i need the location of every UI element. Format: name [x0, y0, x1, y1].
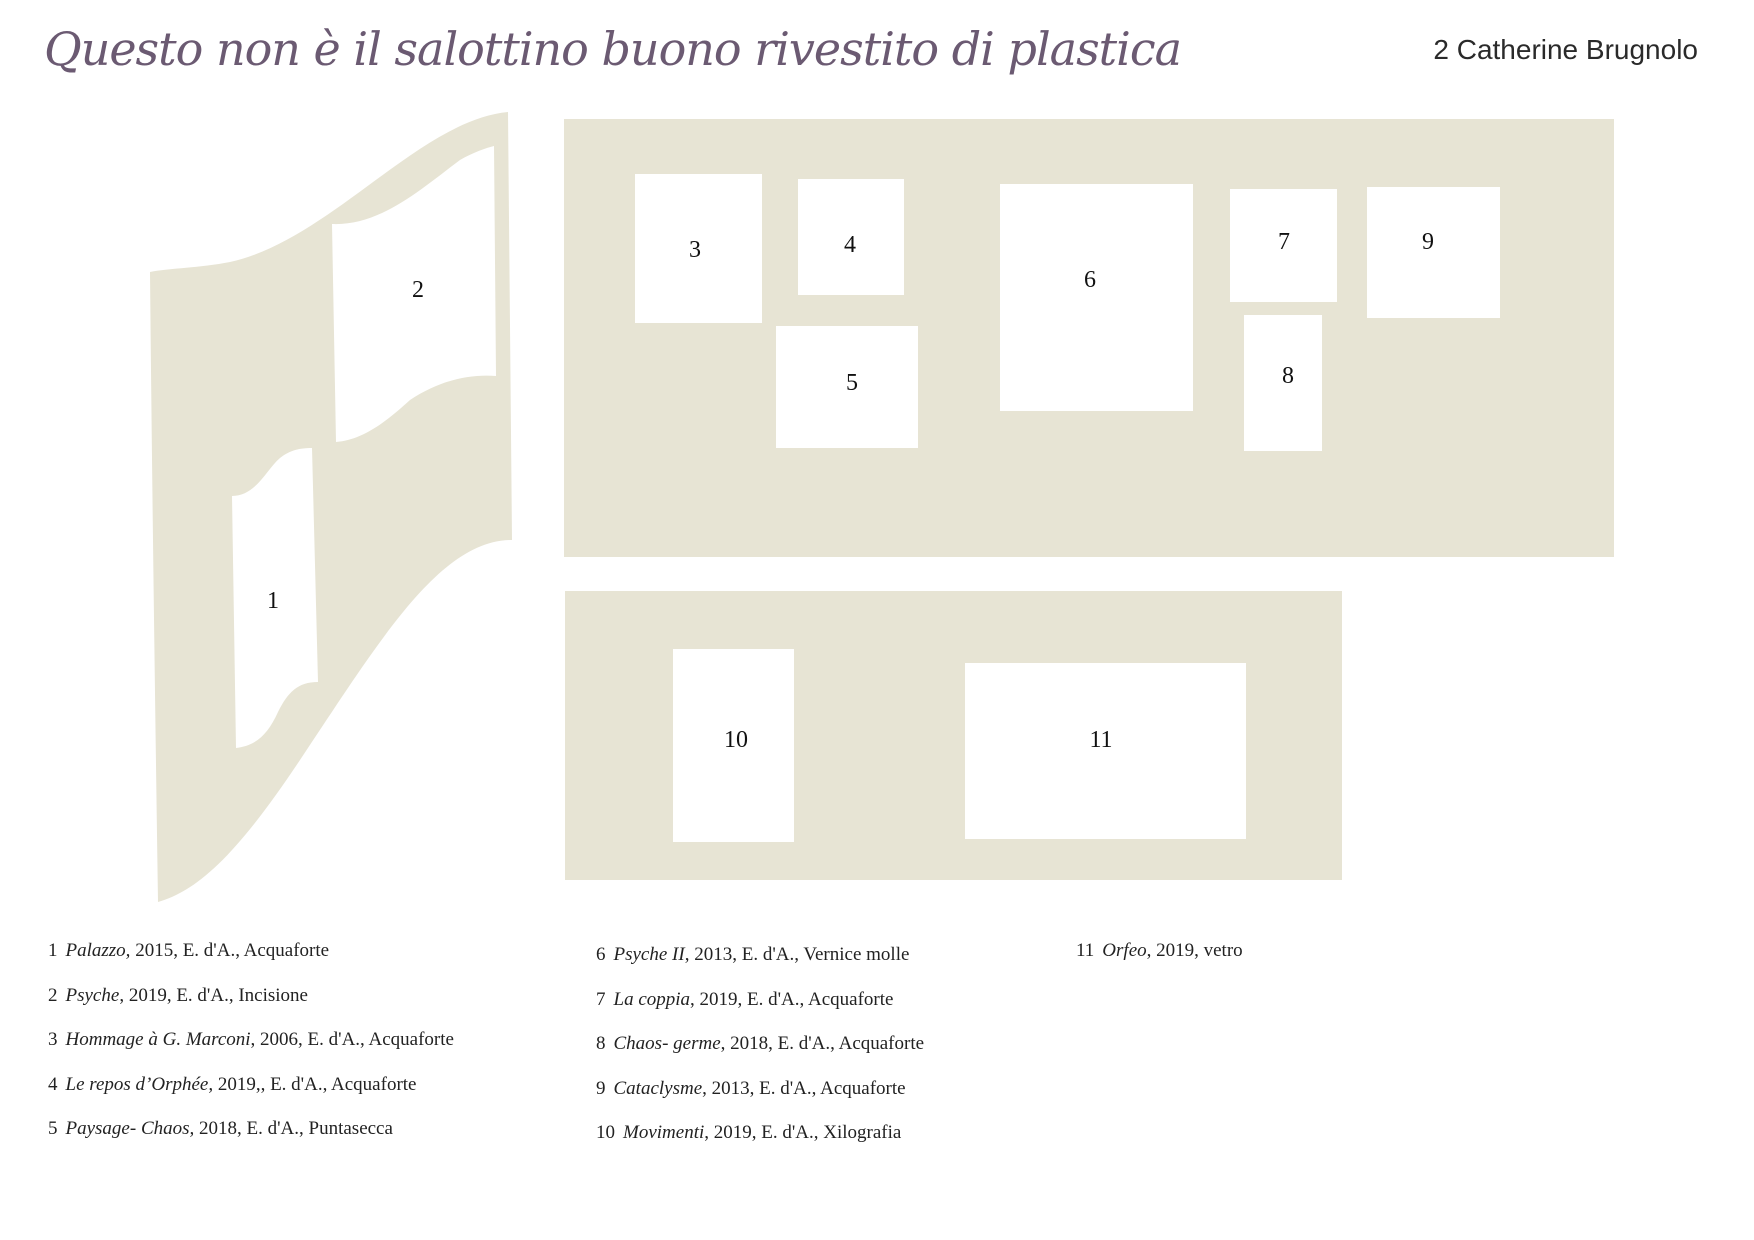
work-number-11: 11: [1089, 727, 1113, 753]
work-number-7: 7: [1278, 229, 1290, 255]
page-title: Questo non è il salottino buono rivestito di plastica: [44, 22, 1182, 76]
caption-6: 6 Psyche II, 2013, E. d'A., Vernice molle: [596, 944, 910, 965]
author-label: 2 Catherine Brugnolo: [1433, 34, 1698, 65]
artwork-frame-6: [1000, 184, 1193, 411]
caption-2: 2 Psyche, 2019, E. d'A., Incisione: [48, 984, 308, 1006]
caption-7: 7 La coppia, 2019, E. d'A., Acquaforte: [596, 988, 894, 1010]
work-number-10: 10: [724, 727, 748, 753]
caption-10: 10 Movimenti, 2019, E. d'A., Xilografia: [596, 1122, 902, 1144]
captions-column-1: [48, 940, 454, 1163]
caption-1: 1 Palazzo, 2015, E. d'A., Acquaforte: [48, 940, 330, 961]
work-number-6: 6: [1084, 267, 1096, 293]
work-number-5: 5: [846, 370, 858, 396]
work-number-8: 8: [1282, 363, 1294, 389]
caption-9: 9 Cataclysme, 2013, E. d'A., Acquaforte: [596, 1077, 906, 1099]
captions-column-3: [1076, 940, 1243, 985]
caption-3: 3 Hommage à G. Marconi, 2006, E. d'A., Acquaforte: [48, 1029, 454, 1051]
work-number-2: 2: [412, 277, 424, 303]
captions-column-2: [596, 944, 924, 1167]
work-number-1: 1: [267, 588, 279, 614]
caption-11: 11 Orfeo, 2019, vetro: [1076, 940, 1243, 961]
caption-5: 5 Paysage- Chaos, 2018, E. d'A., Puntasecca: [48, 1118, 393, 1140]
work-number-9: 9: [1422, 229, 1434, 255]
caption-4: 4 Le repos d’Orphée, 2019,, E. d'A., Acquaforte: [48, 1073, 417, 1095]
work-number-4: 4: [844, 232, 856, 258]
work-number-3: 3: [689, 237, 701, 263]
caption-8: 8 Chaos- germe, 2018, E. d'A., Acquaforte: [596, 1033, 925, 1055]
